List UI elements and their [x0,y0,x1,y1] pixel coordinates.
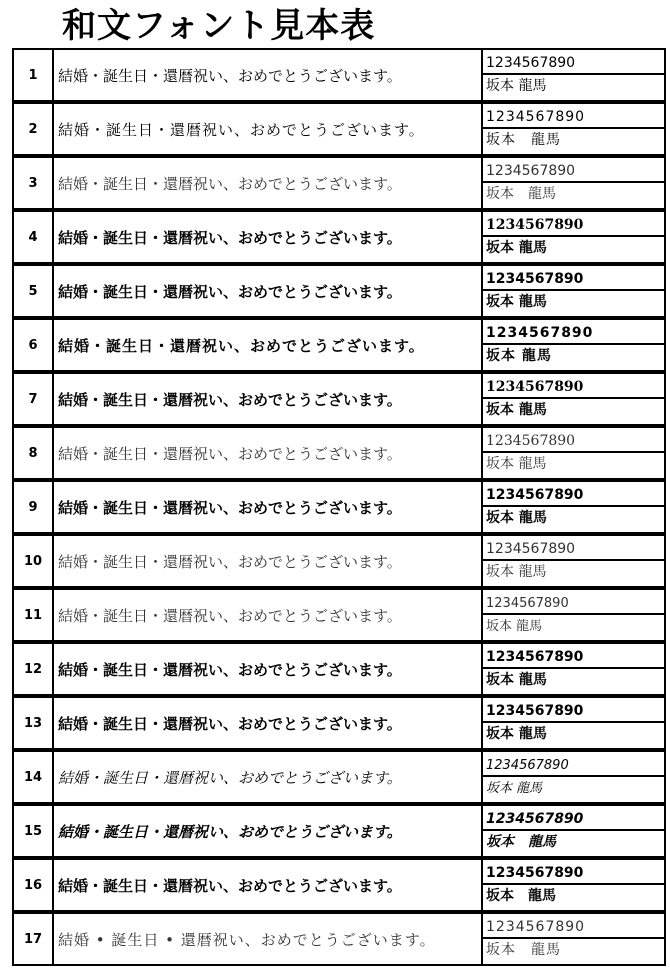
font-sample-row [13,696,665,750]
sample-numbers: 1234567890 [483,160,664,183]
sample-numbers: 1234567890 [483,106,664,129]
sample-detail-cell [482,534,665,588]
font-sample-row [13,372,665,426]
sample-phrase: 結婚・誕生日・還暦祝い、おめでとうございます。 [53,642,482,696]
sample-phrase: 結婚 • 誕生日 • 還暦祝い、おめでとうございます。 [53,912,482,965]
font-sample-row [13,750,665,804]
sample-detail-cell [482,426,665,480]
sample-numbers: 1234567890 [483,484,664,507]
sample-phrase: 結婚・誕生日・還暦祝い、おめでとうございます。 [53,102,482,156]
sample-name: 坂本 龍馬 [486,726,547,742]
sample-name: 坂本 龍馬 [486,348,552,364]
row-number: 8 [13,426,53,480]
sample-numbers: 1234567890 [483,322,664,345]
sample-name: 坂本 龍馬 [486,294,547,310]
sample-detail-cell [482,480,665,534]
font-sample-row [13,318,665,372]
sample-detail-cell [482,696,665,750]
page-title: 和文フォント見本表 [62,6,376,46]
sample-name: 坂本 龍馬 [486,672,547,688]
row-number: 6 [13,318,53,372]
row-number: 3 [13,156,53,210]
sample-phrase: 結婚・誕生日・還暦祝い、おめでとうございます。 [53,318,482,372]
sample-numbers: 1234567890 [483,592,664,615]
font-sample-row [13,49,665,102]
row-number: 5 [13,264,53,318]
sample-name: 坂本 龍馬 [486,781,543,796]
sample-numbers: 1234567890 [483,376,664,399]
font-sample-row [13,264,665,318]
row-number: 16 [13,858,53,912]
sample-name: 坂本 龍馬 [486,132,561,148]
sample-phrase: 結婚・誕生日・還暦祝い、おめでとうございます。 [53,588,482,642]
sample-detail-cell [482,912,665,965]
sample-phrase: 結婚・誕生日・還暦祝い、おめでとうございます。 [53,534,482,588]
sample-phrase: 結婚・誕生日・還暦祝い、おめでとうございます。 [53,480,482,534]
font-sample-row [13,426,665,480]
row-number: 17 [13,912,53,965]
font-sample-row [13,804,665,858]
sample-name: 坂本 龍馬 [486,834,556,850]
sample-phrase: 結婚・誕生日・還暦祝い、おめでとうございます。 [53,858,482,912]
font-sample-table [12,48,666,966]
sample-detail-cell [482,318,665,372]
sample-detail-cell [482,588,665,642]
sample-numbers: 1234567890 [483,862,664,885]
sample-numbers: 1234567890 [483,808,664,831]
sample-numbers: 1234567890 [483,700,664,723]
sample-numbers: 1234567890 [483,538,664,561]
sample-detail-cell [482,210,665,264]
font-sample-row [13,102,665,156]
sample-detail-cell [482,858,665,912]
sample-numbers: 1234567890 [483,646,664,669]
sample-detail-cell [482,264,665,318]
font-sample-row [13,156,665,210]
row-number: 4 [13,210,53,264]
row-number: 2 [13,102,53,156]
sample-detail-cell [482,804,665,858]
row-number: 15 [13,804,53,858]
row-number: 1 [13,49,53,102]
sample-name: 坂本 龍馬 [486,240,547,256]
sample-name: 坂本 龍馬 [486,564,547,580]
font-sample-row [13,588,665,642]
sample-phrase: 結婚・誕生日・還暦祝い、おめでとうございます。 [53,372,482,426]
sample-phrase: 結婚・誕生日・還暦祝い、おめでとうございます。 [53,156,482,210]
sample-phrase: 結婚・誕生日・還暦祝い、おめでとうございます。 [53,210,482,264]
sample-name: 坂本 龍馬 [486,186,556,202]
sample-phrase: 結婚・誕生日・還暦祝い、おめでとうございます。 [53,750,482,804]
row-number: 9 [13,480,53,534]
font-sample-row [13,480,665,534]
font-sample-row [13,912,665,965]
sample-detail-cell [482,642,665,696]
sample-detail-cell [482,750,665,804]
font-sample-row [13,858,665,912]
sample-name: 坂本 龍馬 [486,619,543,634]
row-number: 14 [13,750,53,804]
sample-detail-cell [482,372,665,426]
sample-detail-cell [482,156,665,210]
sample-phrase: 結婚・誕生日・還暦祝い、おめでとうございます。 [53,804,482,858]
row-number: 12 [13,642,53,696]
sample-numbers: 1234567890 [483,214,664,237]
sample-numbers: 1234567890 [483,754,664,777]
sample-phrase: 結婚・誕生日・還暦祝い、おめでとうございます。 [53,696,482,750]
sample-name: 坂本 龍馬 [486,456,547,472]
sample-name: 坂本 龍馬 [486,942,561,958]
row-number: 10 [13,534,53,588]
sample-detail-cell [482,102,665,156]
font-sample-row [13,534,665,588]
sample-name: 坂本 龍馬 [486,78,547,94]
sample-numbers: 1234567890 [483,916,664,939]
sample-numbers: 1234567890 [483,268,664,291]
sample-name: 坂本 龍馬 [486,510,547,526]
sample-detail-cell [482,49,665,102]
row-number: 7 [13,372,53,426]
font-sample-row [13,642,665,696]
sample-numbers: 1234567890 [483,430,664,453]
font-sample-row [13,210,665,264]
sample-phrase: 結婚・誕生日・還暦祝い、おめでとうございます。 [53,49,482,102]
sample-phrase: 結婚・誕生日・還暦祝い、おめでとうございます。 [53,426,482,480]
sample-numbers: 1234567890 [483,52,664,75]
sample-name: 坂本 龍馬 [486,402,547,418]
row-number: 11 [13,588,53,642]
sample-phrase: 結婚・誕生日・還暦祝い、おめでとうございます。 [53,264,482,318]
row-number: 13 [13,696,53,750]
sample-name: 坂本 龍馬 [486,888,556,904]
